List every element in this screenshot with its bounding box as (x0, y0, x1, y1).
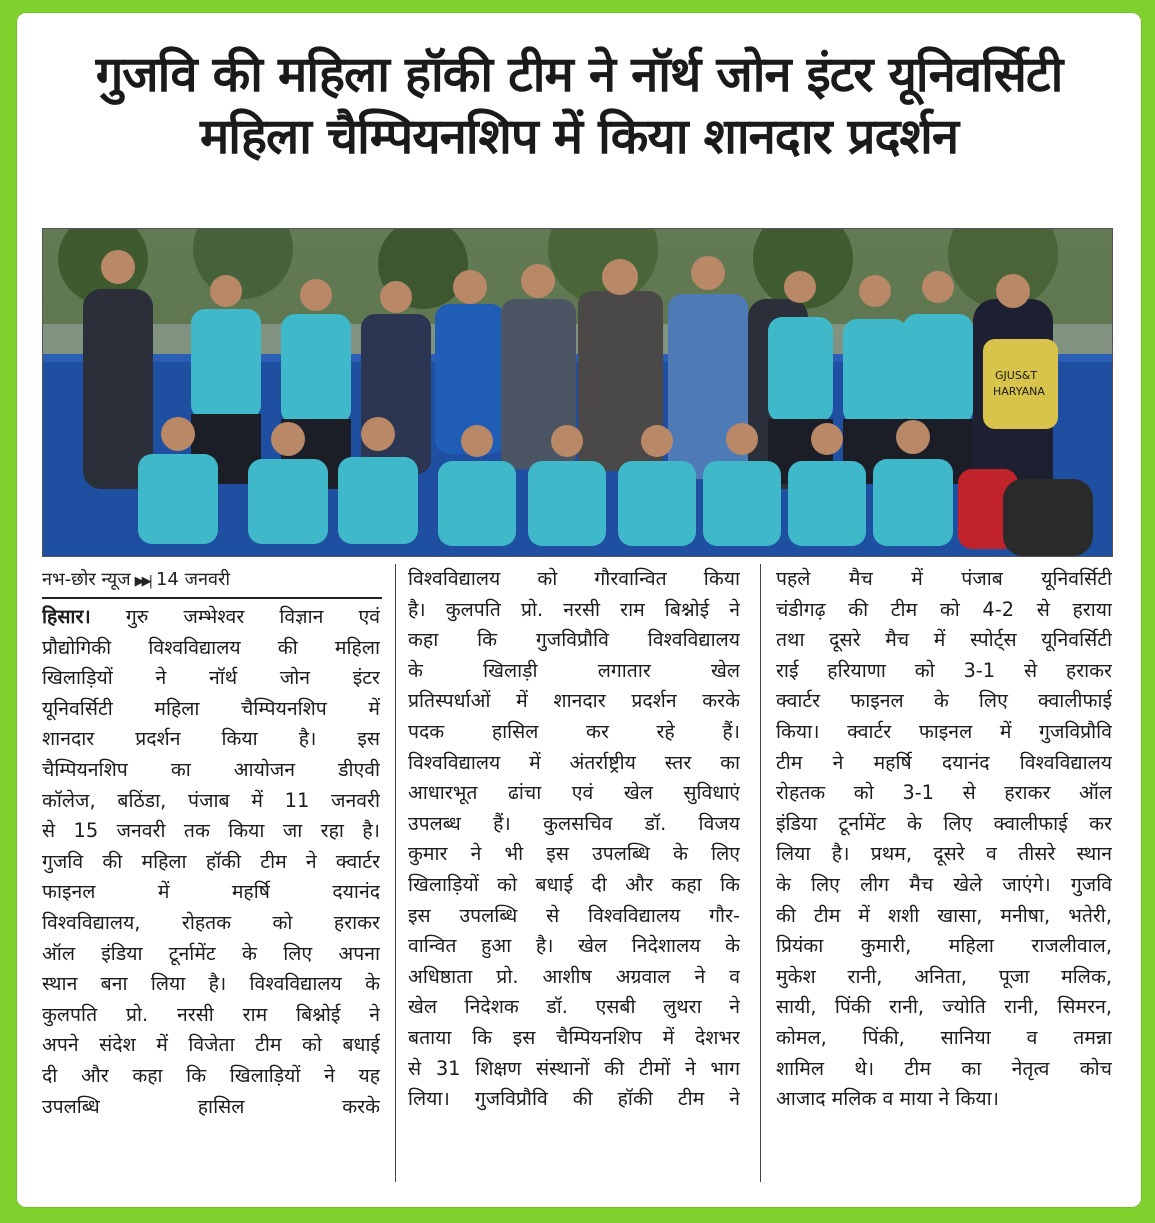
article-line: चैम्पियनशिप का आयोजन डीएवी (42, 757, 380, 781)
article-line: पदक हासिल कर रहे हैं। (408, 719, 740, 743)
article-line: ऑल इंडिया टूर्नामेंट के लिए अपना (42, 941, 380, 965)
article-line: चंडीगढ़ की टीम को 4-2 से हराया (776, 597, 1112, 621)
article-line: क्वार्टर फाइनल के लिए क्वालीफाई (776, 689, 1112, 713)
article-line: विश्वविद्यालय में अंतर्राष्ट्रीय स्तर का (408, 750, 740, 774)
article-line: लिया। गुजविप्रौवि की हॉकी टीम ने (408, 1087, 740, 1111)
article-line: है। कुलपति प्रो. नरसी राम बिश्नोई ने (408, 597, 740, 621)
article-line: शामिल थे। टीम का नेतृत्व कोच (776, 1056, 1112, 1080)
article-line: यूनिवर्सिटी महिला चैम्पियनशिप में (42, 696, 380, 720)
article-line: कुलपति प्रो. नरसी राम बिश्नोई ने (42, 1002, 380, 1026)
article-line: कहा कि गुजविप्रौवि विश्वविद्यालय (408, 628, 740, 652)
dateline: हिसार। (42, 605, 91, 628)
article-line: कोमल, पिंकी, सानिया व तमन्ना (776, 1025, 1112, 1049)
byline-source: नभ-छोर न्यूज (42, 569, 131, 590)
article-line: आधारभूत ढांचा एवं खेल सुविधाएं (408, 781, 740, 805)
article-line: कॉलेज, बठिंडा, पंजाब में 11 जनवरी (42, 788, 380, 812)
article-line: खेल निदेशक डॉ. एसबी लुथरा ने (408, 995, 740, 1019)
article-line: की टीम में शशी खासा, मनीषा, भतेरी, (776, 903, 1112, 927)
article-line: वान्वित हुआ है। खेल निदेशालय के (408, 934, 740, 958)
article-line: अधिष्ठाता प्रो. आशीष अग्रवाल ने व (408, 964, 740, 988)
headline-line-2: महिला चैम्पियनशिप में किया शानदार प्रदर्शन (199, 108, 959, 165)
article-line: प्रौद्योगिकी विश्वविद्यालय की महिला (42, 635, 380, 659)
column-divider (395, 564, 396, 1182)
article-line: के खिलाड़ी लगातार खेल (408, 658, 740, 682)
article-line: विश्वविद्यालय को गौरवान्वित किया (408, 567, 740, 590)
article-line: फाइनल में महर्षि दयानंद (42, 880, 380, 904)
byline-date: 14 जनवरी (155, 569, 230, 590)
article-line: से 31 शिक्षण संस्थानों की टीमों ने भाग (408, 1056, 740, 1080)
article-line: कुमार ने भी इस उपलब्धि के लिए (408, 842, 740, 866)
article-line: हिसार। गुरु जम्भेश्वर विज्ञान एवं (42, 605, 380, 628)
article-line: खिलाड़ियों ने नॉर्थ जोन इंटर (42, 666, 380, 690)
article-line: लिया है। प्रथम, दूसरे व तीसरे स्थान (776, 842, 1112, 866)
headline (16, 44, 1142, 168)
article-line: शानदार प्रदर्शन किया है। इस (42, 727, 380, 751)
article-line: इंडिया टूर्नामेंट के लिए क्वालीफाई कर (776, 811, 1112, 835)
arrow-icon: ▶▶| (134, 574, 150, 589)
article-line: विश्वविद्यालय, रोहतक को हराकर (42, 910, 380, 934)
jersey-text-1: GJUS&T (995, 369, 1038, 382)
article-line: राई हरियाणा को 3-1 से हराकर (776, 658, 1112, 682)
article-line: दी और कहा कि खिलाड़ियों ने यह (42, 1063, 380, 1087)
article-line: के लिए लीग मैच खेले जाएंगे। गुजवि (776, 872, 1112, 896)
newspaper-clipping (16, 12, 1142, 1208)
article-line: रोहतक को 3-1 से हराकर ऑल (776, 781, 1112, 805)
article-column-3 (776, 564, 1112, 1115)
article-line: सायी, पिंकी रानी, ज्योति रानी, सिमरन, (776, 995, 1112, 1019)
team-photo (42, 228, 1113, 557)
article-line: प्रियंका कुमारी, महिला राजलीवाल, (776, 934, 1112, 958)
byline (42, 567, 382, 599)
article-line: उपलब्धि हासिल करके (42, 1094, 380, 1118)
article-line: आजाद मलिक व माया ने किया। (776, 1087, 999, 1111)
article-line: तथा दूसरे मैच में स्पोर्ट्स यूनिवर्सिटी (776, 628, 1112, 652)
article-line: स्थान बना लिया है। विश्वविद्यालय के (42, 972, 380, 996)
article-line: गुजवि की महिला हॉकी टीम ने क्वार्टर (42, 849, 380, 873)
article-line: पहले मैच में पंजाब यूनिवर्सिटी (776, 567, 1112, 590)
article-line: प्रतिस्पर्धाओं में शानदार प्रदर्शन करके (408, 689, 740, 713)
headline-line-1: गुजवि की महिला हॉकी टीम ने नॉर्थ जोन इंटर यूनिवर्सिटी (95, 46, 1063, 103)
jersey-text-2: HARYANA (993, 385, 1045, 398)
article-line: टीम ने महर्षि दयानंद विश्वविद्यालय (776, 750, 1112, 774)
article-column-2 (408, 564, 740, 1115)
article-line: किया। क्वार्टर फाइनल में गुजविप्रौवि (776, 719, 1112, 743)
article-column-1 (42, 602, 380, 1122)
article-line: मुकेश रानी, अनिता, पूजा मलिक, (776, 964, 1112, 988)
article-line: इस उपलब्धि से विश्वविद्यालय गौर- (408, 903, 740, 927)
article-line: से 15 जनवरी तक किया जा रहा है। (42, 819, 380, 843)
article-line: खिलाड़ियों को बधाई दी और कहा कि (408, 872, 740, 896)
article-line: अपने संदेश में विजेता टीम को बधाई (42, 1033, 380, 1057)
article-line: उपलब्ध हैं। कुलसचिव डॉ. विजय (408, 811, 740, 835)
article-line: बताया कि इस चैम्पियनशिप में देशभर (408, 1025, 740, 1049)
column-divider (760, 564, 761, 1182)
